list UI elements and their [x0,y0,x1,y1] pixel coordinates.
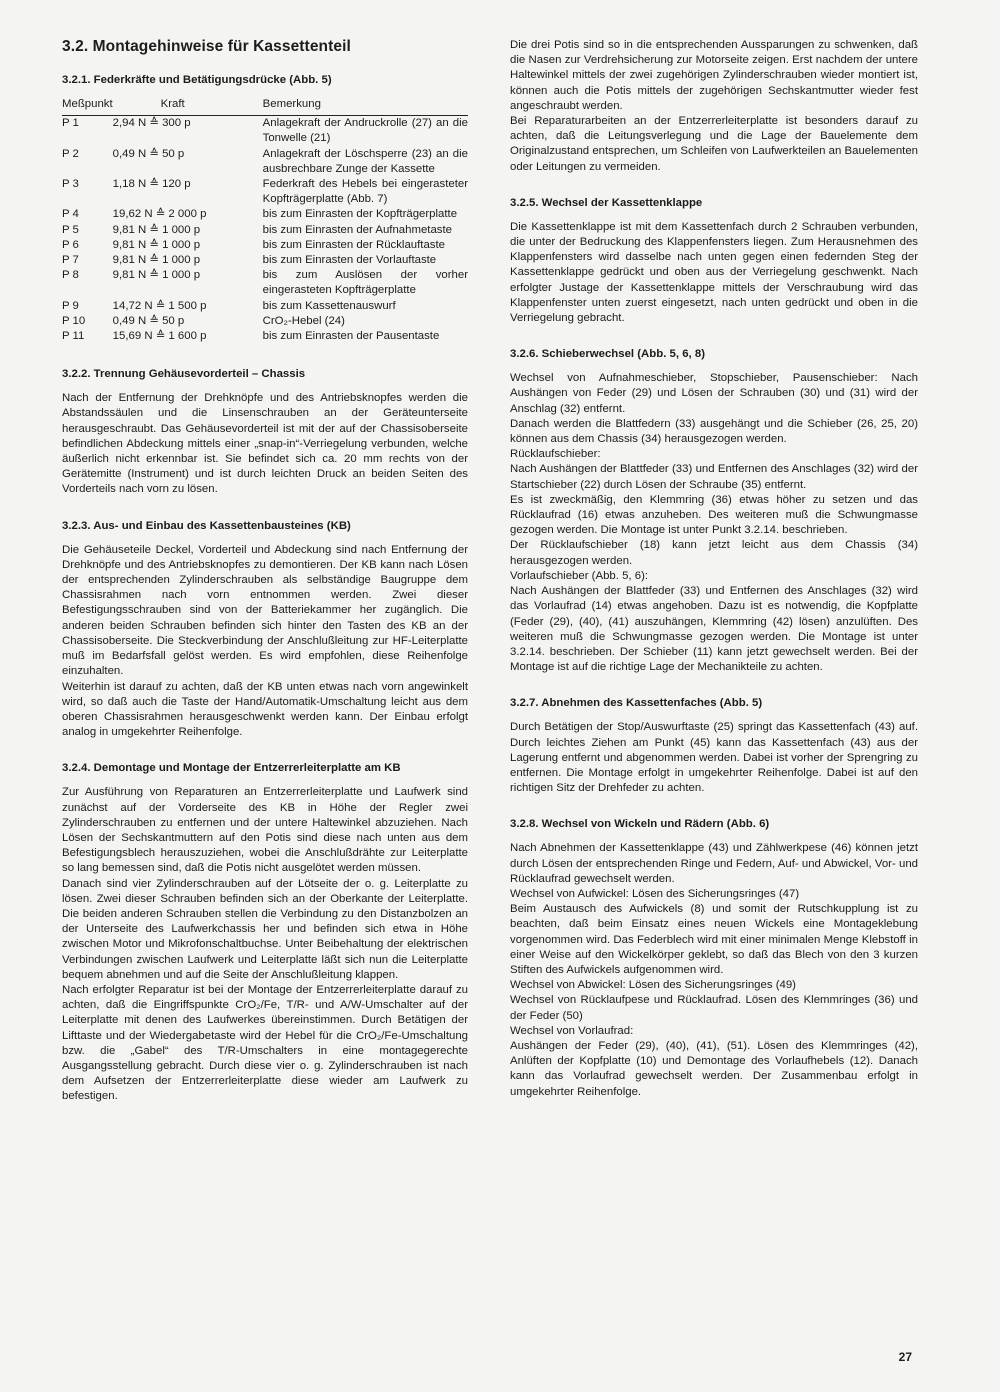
section-3-2-8 [510,818,918,1099]
cell-kraft: 0,49 N ≙ 50 p [112,147,185,160]
cell-messpunkt: P 10 [62,314,86,327]
cell-kraft: 9,81 N ≙ 1 000 p [112,269,201,282]
section-title: 3.2.6. Schieberwechsel (Abb. 5, 6, 8) [510,348,705,361]
table-header-row [62,97,468,116]
cell-messpunkt: P 4 [62,208,79,221]
cell-kraft: 9,81 N ≙ 1 000 p [112,223,201,236]
cell-kraft: 9,81 N ≙ 1 000 p [112,238,201,251]
cell-kraft: 9,81 N ≙ 1 000 p [112,254,201,267]
paragraph: Nach Abnehmen der Kassettenklappe (43) und Zählwerkpese (46) können jetzt durch Lösen der entsprechenden Ringe und Federn, Auf- und Abwickel, Vor- und Rücklaufrad gewechselt werden. [510,842,918,885]
paragraph: Nach der Entfernung der Drehknöpfe und des Antriebsknopfes werden die Abstandssäulen und die Linsenschrauben an der Geräteunterseite herausgeschraubt. Das Gehäusevorderteil ist mit der auf der Chassisoberseite befindlichen Abdeckung mittels einer „snap-in“-Verriegelung verbunden, welche äußerlich nicht erkennbar ist. Sie befindet sich ca. 20 mm rechts von der Gerätemitte (Instrument) und ist durch leichten Druck an beiden Seiten des Vorderteils nach vorn zu lösen. [62,392,468,496]
paragraph: Zur Ausführung von Reparaturen an Entzerrerleiterplatte und Laufwerk sind zunächst auf der Vorderseite des KB in Höhe der Regler zwei Zylinderschrauben zu entfernen und der untere Haltewinkel abzuziehen. Nach Lösen der Sechskantmuttern auf den Potis sind diese nach unten aus dem Befestigungsblech herauszuziehen, wobei die Anschlußdrähte zur Leiterplatte so lang bemessen sind, daß die Potis nicht ausgelötet werden müssen. [62,786,468,875]
paragraph: Wechsel von Abwickel: Lösen des Sicherungsringes (49) [510,979,796,992]
cell-bemerkung: bis zum Einrasten der Rücklauftaste [262,238,445,251]
paragraph: Nach Aushängen der Blattfeder (33) und Entfernen des Anschlages (32) wird das Vorlaufrad (14) etwas angehoben. Dazu ist es notwendig, die Kopfplatte (Feder (29), (40), (41) auszuhängen, Klemmring (42) lösen) anzulüften. Des weiteren muß die Schwungmasse gezogen werden. Die Montage ist unter 3.2.14. beschrieben. Der Schieber (11) kann jetzt gewechselt werden. Bei der Montage ist auf die richtige Lage der Mechanikteile zu achten. [510,585,918,674]
cell-kraft: 19,62 N ≙ 2 000 p [112,208,207,221]
paragraph: Wechsel von Aufwickel: Lösen des Sicherungsringes (47) [510,887,800,900]
cell-kraft: 0,49 N ≙ 50 p [112,314,185,327]
table-row [62,268,468,298]
cell-bemerkung: Anlagekraft der Löschsperre (23) an die ausbrechbare Zunge der Kassette [262,147,468,175]
paragraph: Die drei Potis sind so in die entsprechenden Aussparungen zu schwenken, daß die Nasen zur Verdrehsicherung zur Motorseite zeigen. Erst nachdem der untere Haltewinkel mittels der zwei zugehörigen Zylinderschrauben wieder montiert ist, können auch die Potis mittels der zugehörigen Sechskantmutter wieder fest angeschraubt werden. [510,39,918,112]
paragraph: Es ist zweckmäßig, den Klemmring (36) etwas höher zu setzen und das Rücklaufrad (16) etwas anzuheben. Des weiteren muß die Schwungmasse gezogen werden. Die Montage ist unter Punkt 3.2.14. beschrieben. [510,493,918,537]
cell-bemerkung: bis zum Kassettenauswurf [262,299,396,312]
paragraph: Durch Betätigen der Stop/Auswurftaste (25) springt das Kassettenfach (43) auf. Durch leichtes Ziehen am Punkt (45) kann das Kassettenfach (43) aus der Lagerung entfernt und abgenommen werden. Dabei ist vorher der Sprengring zu entfernen. Die Montage erfolgt in umgekehrter Reihenfolge. Dabei ist auf den richtigen Sitz der Drehfeder zu achten. [510,721,918,795]
table-row [62,207,468,222]
section-title: 3.2.5. Wechsel der Kassettenklappe [510,196,703,209]
cell-kraft: 15,69 N ≙ 1 600 p [112,330,207,343]
cell-bemerkung: bis zum Auslösen der vorher eingerasteten Kopfträgerplatte [262,269,468,297]
section-3-2-4 [62,762,468,1104]
cell-bemerkung: bis zum Einrasten der Kopfträgerplatte [262,208,458,221]
section-3-2-4-continued [510,38,918,175]
paragraph: Wechsel von Vorlaufrad: [510,1024,634,1037]
section-3-2-3 [62,520,468,741]
section-title: 3.2.1. Federkräfte und Betätigungsdrücke (Abb. 5) [62,74,332,86]
cell-kraft: 2,94 N ≙ 300 p [112,117,191,130]
cell-messpunkt: P 9 [62,299,79,312]
paragraph: Weiterhin ist darauf zu achten, daß der KB unten etwas nach vorn angewinkelt wird, so daß auch die Taste der Hand/Automatik-Umschaltung leicht aus dem oberen Chassisrahmen herausgeschwenkt werden kann. Der Einbau erfolgt analog in umgekehrter Reihenfolge. [62,680,468,739]
cell-kraft: 1,18 N ≙ 120 p [112,178,191,191]
section-3-2-5 [510,197,918,326]
table-row [62,238,468,253]
paragraph: Danach sind vier Zylinderschrauben auf der Lötseite der o. g. Leiterplatte zu lösen. Zwei dieser Schrauben befinden sich an der Oberkante der Leiterplatte. Die beiden anderen Schrauben stellen die Verbindung zu den Distanzbolzen an der Unterseite des Laufwerkchassis her und befinden sich etwa in Höhe zwischen Motor und Mikrofonschaltbuchse. Unter Beibehaltung der elektrischen Verbindungen zwischen Laufwerk und Leiterplatte läßt sich nun die Leiterplatte bequem abnehmen und auf die Seite der Anschlußleitung klappen. [62,877,468,981]
paragraph: Wechsel von Rücklaufpese und Rücklaufrad. Lösen des Klemmringes (36) und der Feder (50) [510,994,918,1022]
force-table [62,97,468,344]
table-row [62,253,468,268]
page-number: 27 [898,1350,912,1364]
paragraph: Wechsel von Aufnahmeschieber, Stopschieber, Pausenschieber: Nach Aushängen von Feder (29) und Lösen der Schrauben (30) und (31) wird der Anschlag (32) entfernt. [510,372,918,415]
table-row [62,147,468,177]
cell-messpunkt: P 8 [62,269,79,282]
table-row [62,314,468,329]
section-3-2-7 [510,697,918,796]
section-title: 3.2.3. Aus- und Einbau des Kassettenbausteines (KB) [62,519,351,532]
section-title: 3.2.7. Abnehmen des Kassettenfaches (Abb. 5) [510,697,763,710]
section-3-2-6 [510,348,918,675]
cell-bemerkung: Federkraft des Hebels bei eingerasteter Kopfträgerplatte (Abb. 7) [262,178,468,206]
section-title: 3.2.4. Demontage und Montage der Entzerrerleiterplatte am KB [62,762,401,775]
paragraph: Die Gehäuseteile Deckel, Vorderteil und Abdeckung sind nach Entfernung der Drehknöpfe und des Antriebsknopfes zu demontieren. Der KB kann nach Lösen der entsprechenden Zylinderschrauben als selbständige Baugruppe dem Chassisrahmen nach vorn entnommen werden. Zwei dieser Befestigungsschrauben sind von der Batteriekammer her zugänglich. Die anderen beiden Schrauben befinden sich hinter den Tasten des KB an der Chassisoberseite. Die Steckverbindung der Anschlußleitung zur HF-Leiterplatte muß im Bedarfsfall gelöst werden. Es wird empfohlen, diese Reihenfolge einzuhalten. [62,543,468,678]
cell-bemerkung: bis zum Einrasten der Aufnahmetaste [262,223,452,236]
cell-messpunkt: P 7 [62,254,79,267]
header-messpunkt: Meßpunkt [62,97,113,116]
page-heading: 3.2. Montagehinweise für Kassettenteil [62,38,351,55]
cell-bemerkung: CrO₂-Hebel (24) [262,314,345,327]
cell-bemerkung: bis zum Einrasten der Vorlauftaste [262,254,437,267]
cell-messpunkt: P 3 [62,178,79,191]
table-row [62,329,468,344]
header-kraft: Kraft [113,97,263,116]
section-title: 3.2.2. Trennung Gehäusevorderteil – Chassis [62,368,306,381]
section-title: 3.2.8. Wechsel von Wickeln und Rädern (Abb. 6) [510,818,770,831]
cell-kraft: 14,72 N ≙ 1 500 p [112,299,207,312]
cell-messpunkt: P 2 [62,147,79,160]
cell-bemerkung: bis zum Einrasten der Pausentaste [262,330,440,343]
paragraph: Beim Austausch des Aufwickels (8) und somit der Rutschkupplung ist zu beachten, daß beim Einsatz eines neuen Wickels eine Montageklebung vorgenommen wird. Das Federblech wird mit einer minimalen Menge Klebstoff in einer Weise auf den Wickelkörper geklebt, so daß das Blech von den 3 kurzen Stiften des Aufwickels aufgenommen wird. [510,903,918,976]
paragraph: Vorlaufschieber (Abb. 5, 6): [510,569,649,582]
cell-bemerkung: Anlagekraft der Andruckrolle (27) an die Tonwelle (21) [262,117,468,145]
paragraph: Die Kassettenklappe ist mit dem Kassettenfach durch 2 Schrauben verbunden, die unter der Bedruckung des Klappenfensters liegen. Zum Herausnehmen des Klappenfensters wird dasselbe nach unten gegen einen federnden Steg der Kassettenklappe gedrückt und oben aus der Verriegelung geschwenkt. Nach erfolgter Justage der Kassettenklappe mittels der Verschraubung wird das Klappenfenster unten zuerst eingesetzt, nach unten gedrückt und oben in die Verriegelung gebracht. [510,220,918,325]
right-column [510,38,918,1100]
cell-messpunkt: P 5 [62,223,79,236]
table-row [62,299,468,314]
paragraph: Aushängen der Feder (29), (40), (41), (51). Lösen des Klemmringes (42), Anlüften der Kopfplatte (10) und Demontage des Vorlaufhebels (12). Danach kann das Vorlaufrad gewechselt werden. Der Zusammenbau erfolgt in umgekehrter Reihenfolge. [510,1039,918,1098]
paragraph: Nach Aushängen der Blattfeder (33) und Entfernen des Anschlages (32) wird der Startschieber (22) durch Lösen der Schraube (35) entfernt. [510,463,918,491]
cell-messpunkt: P 11 [62,330,85,343]
table-row [62,223,468,238]
table-row [62,116,468,147]
paragraph: Nach erfolgter Reparatur ist bei der Montage der Entzerrerleiterplatte darauf zu achten, daß die Eingriffspunkte CrO₂/Fe, T/R- und A/W-Umschalter auf der Leiterplatte mit denen des Laufwerkes übereinstimmen. Durch Betätigen der Lifttaste und der Wiedergabetaste wird der Hebel für die CrO₂/Fe-Umschaltung bzw. die „Gabel“ des T/R-Umschalters in eine montagegerechte Ausgangsstellung gebracht. Durch diese vier o. g. Zylinderschrauben ist nach dem Aufsetzen der Entzerrerleiterplatte diese wieder am Laufwerk zu befestigen. [62,983,468,1103]
paragraph: Der Rücklaufschieber (18) kann jetzt leicht aus dem Chassis (34) herausgezogen werden. [510,539,918,567]
table-row [62,177,468,207]
cell-messpunkt: P 1 [62,117,79,130]
left-column [62,38,468,1105]
section-3-2-2 [62,368,468,497]
header-bemerkung: Bemerkung [263,97,468,116]
cell-messpunkt: P 6 [62,238,79,251]
paragraph: Danach werden die Blattfedern (33) ausgehängt und die Schieber (26, 25, 20) können aus dem Chassis (34) herausgezogen werden. [510,417,918,446]
paragraph: Rücklaufschieber: [510,448,601,461]
section-3-2-1 [62,74,468,344]
paragraph: Bei Reparaturarbeiten an der Entzerrerleiterplatte ist besonders darauf zu achten, daß die Leitungsverlegung und die Lage der Bauelemente dem Originalzustand entsprechen, um Schleifen von Laufwerkteilen an Bauelementen oder Leitungen zu vermeiden. [510,115,918,173]
